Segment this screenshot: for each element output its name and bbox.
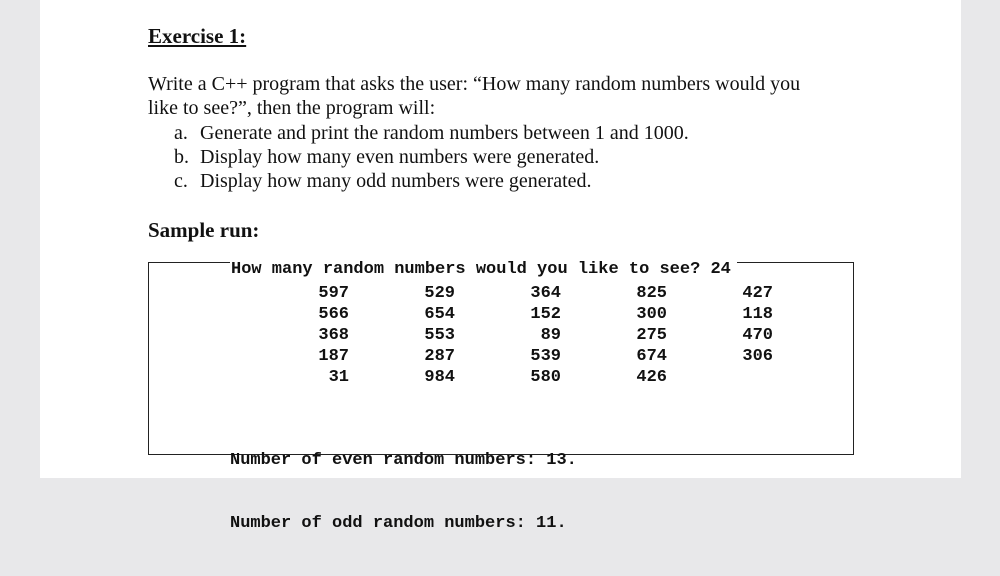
list-item — [174, 121, 689, 145]
number-cell: 470 — [742, 326, 773, 345]
paragraph-line-1: Write a C++ program that asks the user: “How many random numbers would you — [148, 73, 801, 95]
paragraph-line-2: like to see?”, then the program will: — [148, 97, 436, 119]
number-cell — [667, 367, 773, 388]
list-item — [174, 169, 689, 193]
number-cell: 89 — [540, 326, 561, 345]
number-cell: 825 — [636, 284, 667, 303]
number-cell: 654 — [424, 305, 455, 324]
number-cell: 597 — [318, 284, 349, 303]
number-cell: 275 — [636, 326, 667, 345]
table-row — [279, 346, 779, 367]
number-cell: 31 — [328, 368, 349, 387]
number-cell: 539 — [530, 347, 561, 366]
number-cell: 364 — [530, 284, 561, 303]
number-cell: 553 — [424, 326, 455, 345]
list-marker: c. — [174, 170, 188, 192]
sample-output-box — [148, 260, 854, 533]
list-item-text: Generate and print the random numbers between 1 and 1000. — [200, 122, 689, 144]
sample-run-heading: Sample run: — [148, 218, 260, 242]
number-cell: 426 — [636, 368, 667, 387]
list-item-text: Display how many even numbers were generated. — [200, 146, 600, 168]
number-cell: 368 — [318, 326, 349, 345]
exercise-heading: Exercise 1: — [148, 24, 247, 48]
number-cell: 427 — [742, 284, 773, 303]
list-item — [174, 145, 689, 169]
odd-count-line: Number of odd random numbers: 11. — [230, 514, 567, 533]
number-cell: 187 — [318, 347, 349, 366]
number-cell: 287 — [424, 347, 455, 366]
exercise-paragraph — [148, 72, 848, 120]
number-cell: 674 — [636, 347, 667, 366]
number-cell: 306 — [742, 347, 773, 366]
summary-block — [230, 408, 577, 576]
table-row — [279, 367, 779, 388]
number-cell: 984 — [424, 368, 455, 387]
document-page — [40, 0, 961, 533]
number-cell: 118 — [742, 305, 773, 324]
task-list — [174, 121, 689, 193]
list-marker: a. — [174, 122, 188, 144]
number-cell: 580 — [530, 368, 561, 387]
table-row — [279, 283, 779, 304]
table-row — [279, 325, 779, 346]
number-cell: 300 — [636, 305, 667, 324]
number-cell: 152 — [530, 305, 561, 324]
list-item-text: Display how many odd numbers were generated. — [200, 170, 592, 192]
table-row — [279, 304, 779, 325]
number-cell: 566 — [318, 305, 349, 324]
even-count-line: Number of even random numbers: 13. — [230, 451, 577, 470]
numbers-grid — [279, 283, 779, 388]
list-marker: b. — [174, 146, 189, 168]
prompt-line: How many random numbers would you like to see? 24 — [230, 260, 737, 280]
number-cell: 529 — [424, 284, 455, 303]
